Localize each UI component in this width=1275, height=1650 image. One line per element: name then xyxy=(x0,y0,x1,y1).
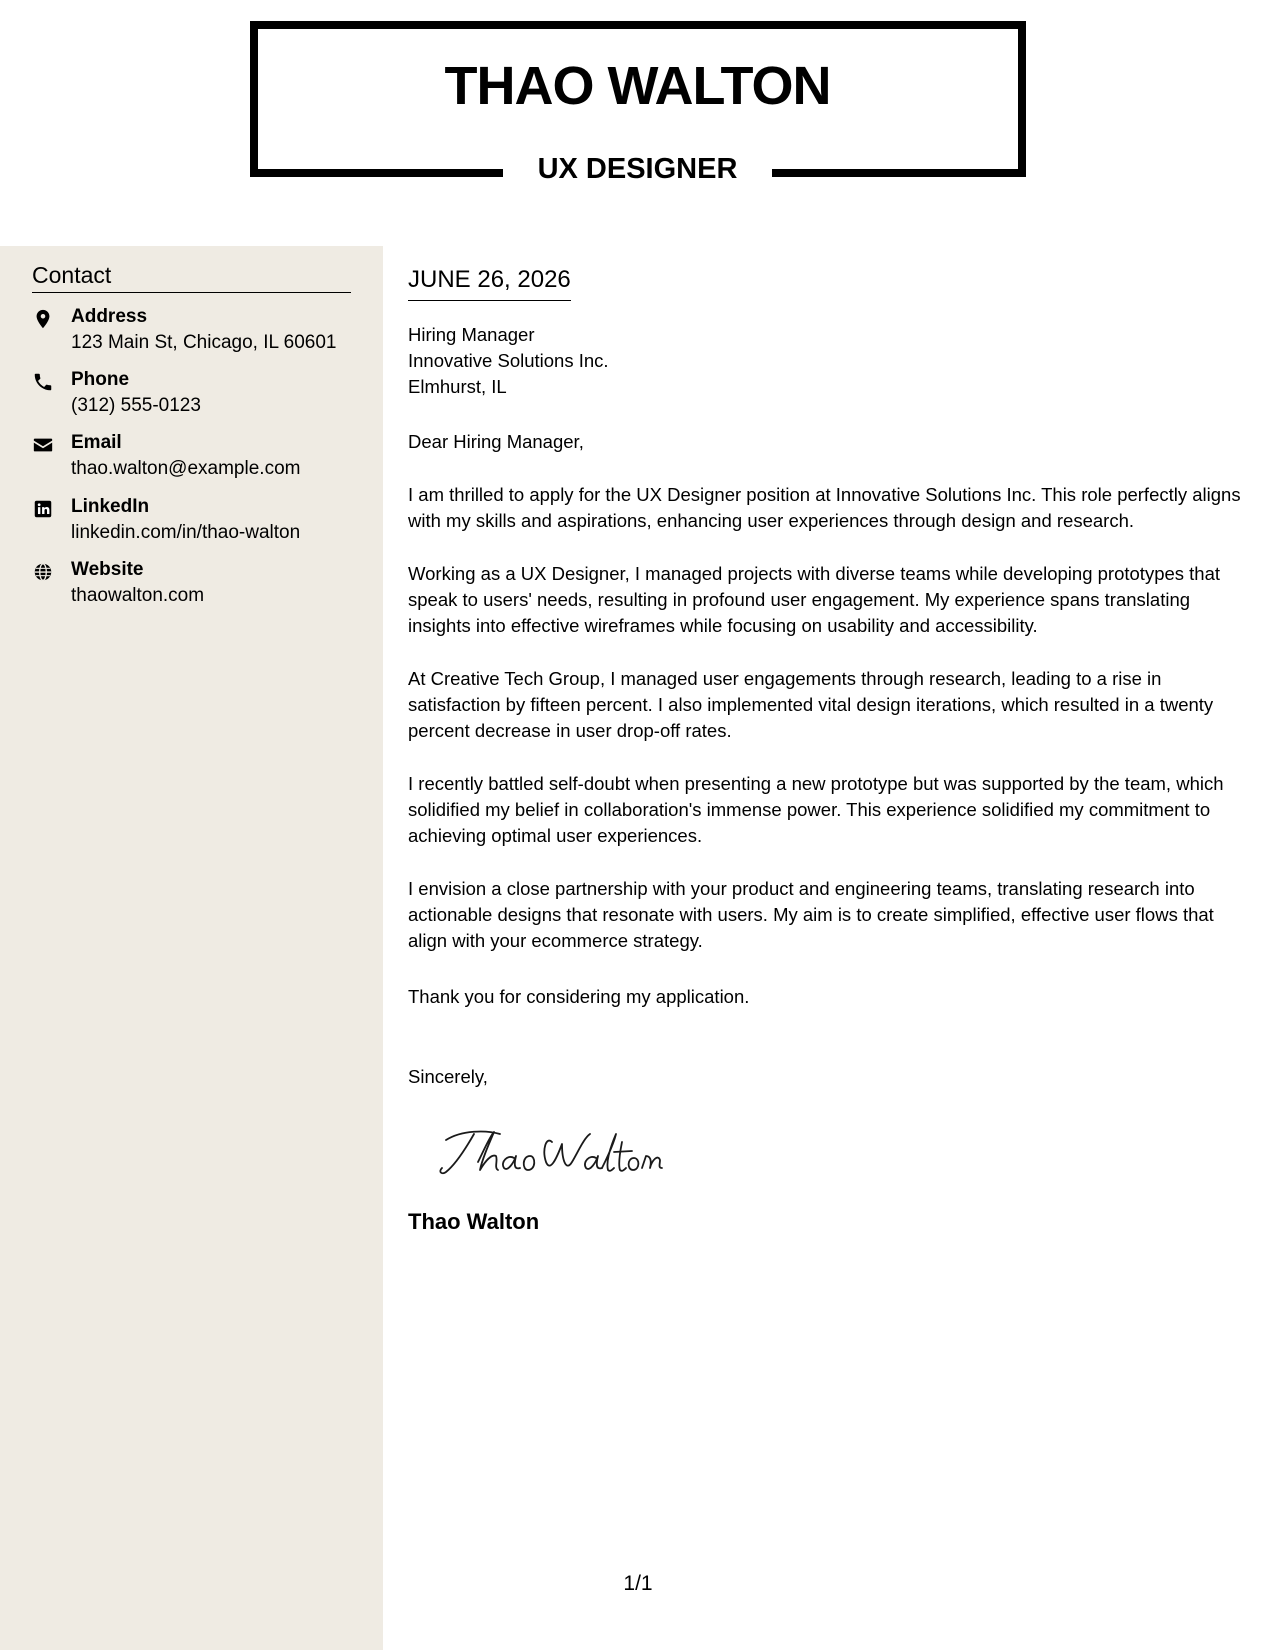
contact-divider xyxy=(32,292,351,293)
contact-address-label: Address xyxy=(71,306,148,327)
contact-linkedin-value: linkedin.com/in/thao-walton xyxy=(71,522,301,543)
contact-website-value: thaowalton.com xyxy=(71,585,205,606)
applicant-name: THAO WALTON xyxy=(444,56,831,116)
salutation: Dear Hiring Manager, xyxy=(408,431,584,452)
body-paragraph: I recently battled self-doubt when presenting a new prototype but was supported by the team, which solidified my belief in collaboration's immense power. This experience solidified my commitment to achieving optimal user experiences. xyxy=(408,773,1224,846)
recipient-line: Hiring Manager xyxy=(408,324,535,345)
closing: Sincerely, xyxy=(408,1066,488,1087)
recipient-line: Elmhurst, IL xyxy=(408,376,507,397)
job-title: UX DESIGNER xyxy=(537,153,738,185)
contact-phone-label: Phone xyxy=(71,369,130,390)
body-paragraph: Working as a UX Designer, I managed projects with diverse teams while developing prototypes that speak to users' needs, resulting in profound user engagement. My experience spans translating insights into effective wireframes while focusing on usability and accessibility. xyxy=(408,563,1221,636)
body-paragraph: I envision a close partnership with your product and engineering teams, translating research into actionable designs that resonate with users. My aim is to create simplified, effective user flows that align with your ecommerce strategy. xyxy=(408,878,1214,951)
handwritten-signature xyxy=(434,1120,664,1186)
globe-icon xyxy=(32,561,54,583)
contact-address-value: 123 Main St, Chicago, IL 60601 xyxy=(71,332,337,353)
envelope-icon xyxy=(32,434,54,456)
body-paragraph: I am thrilled to apply for the UX Designer position at Innovative Solutions Inc. This role perfectly aligns with my skills and aspirations, enhancing user experiences through design and research. xyxy=(408,484,1241,531)
recipient-line: Innovative Solutions Inc. xyxy=(408,350,609,371)
contact-linkedin-label: LinkedIn xyxy=(71,496,150,517)
recipient-block xyxy=(408,322,1248,400)
contact-website-label: Website xyxy=(71,559,144,580)
sender-name: Thao Walton xyxy=(408,1209,540,1234)
contact-phone-value: (312) 555-0123 xyxy=(71,395,201,416)
contact-heading: Contact xyxy=(32,262,112,288)
map-pin-icon xyxy=(32,308,54,330)
phone-icon xyxy=(32,371,54,393)
contact-email-label: Email xyxy=(71,432,122,453)
body-paragraph: At Creative Tech Group, I managed user engagements through research, leading to a rise in satisfaction by fifteen percent. I also implemented vital design iterations, which resulted in a twenty percent decrease in user drop-off rates. xyxy=(408,668,1214,741)
page-number: 1/1 xyxy=(623,1572,653,1595)
linkedin-icon xyxy=(32,498,54,520)
thank-you-line: Thank you for considering my application. xyxy=(408,986,750,1007)
contact-email-value: thao.walton@example.com xyxy=(71,458,301,479)
letter-date: JUNE 26, 2026 xyxy=(408,266,571,301)
